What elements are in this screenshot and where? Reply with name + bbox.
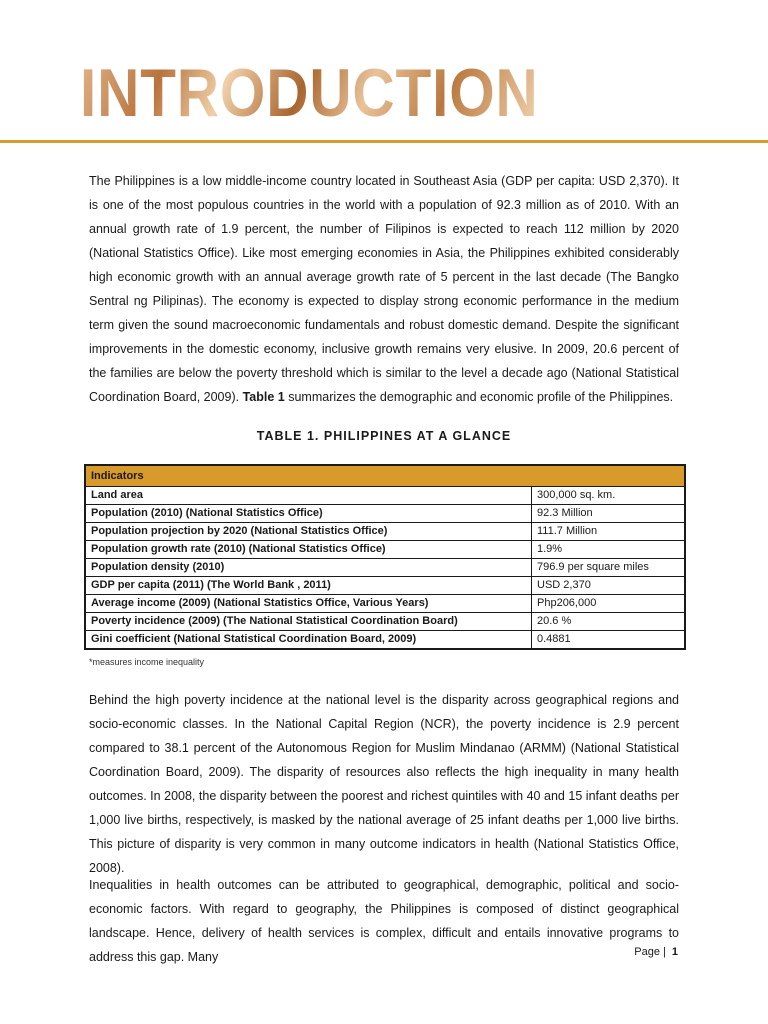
page-label: Page |	[634, 946, 666, 958]
table-footnote: *measures income inequality	[89, 657, 205, 667]
indicator-label: Gini coefficient (National Statistical Coordination Board, 2009)	[85, 631, 532, 650]
intro-text: The Philippines is a low middle-income country located in Southeast Asia (GDP per capita: USD 2,370). It is one of the most populous countries in the world with a population of 92.3 million as of 2010. With an annual growth rate of 1.9 percent, the number of Filipinos is expected to reach 112 million by 2020 (National Statistics Office). Like most emerging economies in Asia, the Philippines exhibited considerably high economic growth with an annual average growth rate of 5 percent in the last decade (The Bangko Sentral ng Pilipinas). The economy is expected to display strong economic performance in the medium term given the sound macroeconomic fundamentals and robust domestic demand. Despite the significant improvements in the domestic economy, inclusive growth remains very elusive. In 2009, 20.6 percent of the families are below the poverty threshold which is similar to the level a decade ago (National Statistical Coordination Board, 2009).	[89, 174, 679, 404]
page-number: 1	[671, 946, 678, 958]
indicator-value: 1.9%	[532, 541, 686, 559]
table-row	[85, 577, 685, 595]
table-row	[85, 523, 685, 541]
indicator-value: Php206,000	[532, 595, 686, 613]
page-footer	[634, 946, 678, 958]
indicator-label: Land area	[85, 487, 532, 505]
heading-divider	[0, 140, 768, 143]
indicator-label: Population density (2010)	[85, 559, 532, 577]
page-heading: INTRODUCTION	[80, 55, 539, 131]
table-header-blank	[532, 465, 686, 487]
table-row	[85, 541, 685, 559]
indicator-value: 0.4881	[532, 631, 686, 650]
indicator-value: 92.3 Million	[532, 505, 686, 523]
indicator-value: 20.6 %	[532, 613, 686, 631]
indicator-label: Poverty incidence (2009) (The National Statistical Coordination Board)	[85, 613, 532, 631]
philippines-at-a-glance-table	[84, 464, 686, 650]
indicator-value: 111.7 Million	[532, 523, 686, 541]
table-header-indicators: Indicators	[85, 465, 532, 487]
intro-text-end: summarizes the demographic and economic profile of the Philippines.	[288, 390, 674, 404]
table-reference: Table 1	[242, 390, 285, 404]
indicator-label: Average income (2009) (National Statistics Office, Various Years)	[85, 595, 532, 613]
table-body	[85, 487, 685, 650]
table-row	[85, 559, 685, 577]
intro-paragraph	[89, 169, 679, 409]
table-title: TABLE 1. PHILIPPINES AT A GLANCE	[256, 429, 512, 443]
indicator-value: USD 2,370	[532, 577, 686, 595]
indicator-value: 300,000 sq. km.	[532, 487, 686, 505]
table-row	[85, 613, 685, 631]
table-row	[85, 487, 685, 505]
inequalities-paragraph: Inequalities in health outcomes can be attributed to geographical, demographic, political and socio-economic factors. With regard to geography, the Philippines is composed of distinct geographical landscape. Hence, delivery of health services is complex, difficult and entails innovative programs to address this gap. Many	[89, 878, 679, 964]
table-row	[85, 505, 685, 523]
indicator-label: Population projection by 2020 (National Statistics Office)	[85, 523, 532, 541]
table-header-row	[85, 465, 685, 487]
indicator-label: GDP per capita (2011) (The World Bank , 2011)	[85, 577, 532, 595]
disparity-paragraph: Behind the high poverty incidence at the national level is the disparity across geographical regions and socio-economic classes. In the National Capital Region (NCR), the poverty incidence is 2.9 percent compared to 38.1 percent of the Autonomous Region for Muslim Mindanao (ARMM) (National Statistical Coordination Board, 2009). The disparity of resources also reflects the high inequality in many health outcomes. In 2008, the disparity between the poorest and richest quintiles with 40 and 15 infant deaths per 1,000 live births, respectively, is masked by the national average of 25 infant deaths per 1,000 live births. This picture of disparity is very common in many outcome indicators in health (National Statistics Office, 2008).	[89, 693, 679, 875]
table-row	[85, 631, 685, 650]
indicator-label: Population (2010) (National Statistics Office)	[85, 505, 532, 523]
table-row	[85, 595, 685, 613]
indicator-label: Population growth rate (2010) (National Statistics Office)	[85, 541, 532, 559]
indicator-value: 796.9 per square miles	[532, 559, 686, 577]
